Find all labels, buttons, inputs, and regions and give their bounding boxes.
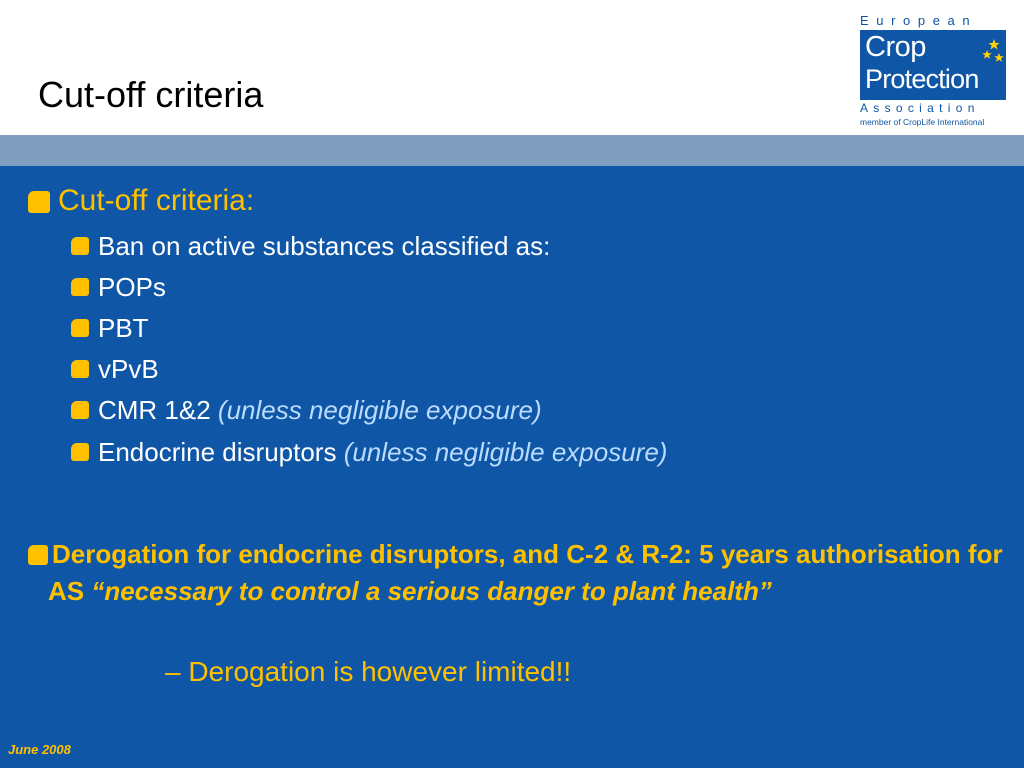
logo-box	[860, 30, 1006, 100]
derogation-limited: – Derogation is however limited!!	[165, 656, 572, 687]
bullet-icon	[71, 401, 89, 419]
derogation-text: Derogation for endocrine disruptors, and C-2 & R-2: 5 years authorisation for AS	[48, 539, 1003, 606]
logo-association-text: Association	[860, 101, 980, 115]
exposure-note: (unless negligible exposure)	[217, 395, 542, 425]
derogation-paragraph	[48, 536, 1008, 610]
bullet-icon	[71, 319, 89, 337]
bullet-icon	[71, 278, 89, 296]
list-item: Endocrine disruptors (unless negligible exposure)	[98, 437, 668, 467]
ecpa-logo	[858, 13, 1008, 127]
logo-protection-text: Protection	[865, 64, 979, 94]
logo-member-text: member of CropLife International	[860, 117, 985, 127]
header-band	[0, 135, 1024, 166]
bullet-icon	[28, 191, 50, 213]
footer-date: June 2008	[8, 742, 71, 757]
bullet-icon	[71, 237, 89, 255]
bullet-icon	[28, 545, 48, 565]
cutoff-heading: Cut-off criteria:	[58, 184, 255, 217]
slide-title: Cut-off criteria	[38, 74, 264, 115]
derogation-quote: “necessary to control a serious danger to plant health”	[91, 576, 772, 606]
list-item: Ban on active substances classified as:	[98, 231, 551, 261]
logo-crop-text: Crop	[865, 31, 926, 63]
list-item: PBT	[98, 313, 149, 343]
logo-stars-icon	[980, 38, 1006, 72]
list-item: CMR 1&2 (unless negligible exposure)	[98, 395, 542, 425]
bullet-icon	[71, 360, 89, 378]
bullet-icon	[71, 443, 89, 461]
exposure-note: (unless negligible exposure)	[343, 437, 668, 467]
list-item: vPvB	[98, 354, 159, 384]
logo-european-text: European	[860, 13, 978, 28]
list-item: POPs	[98, 272, 166, 302]
slide-header	[0, 0, 1024, 135]
